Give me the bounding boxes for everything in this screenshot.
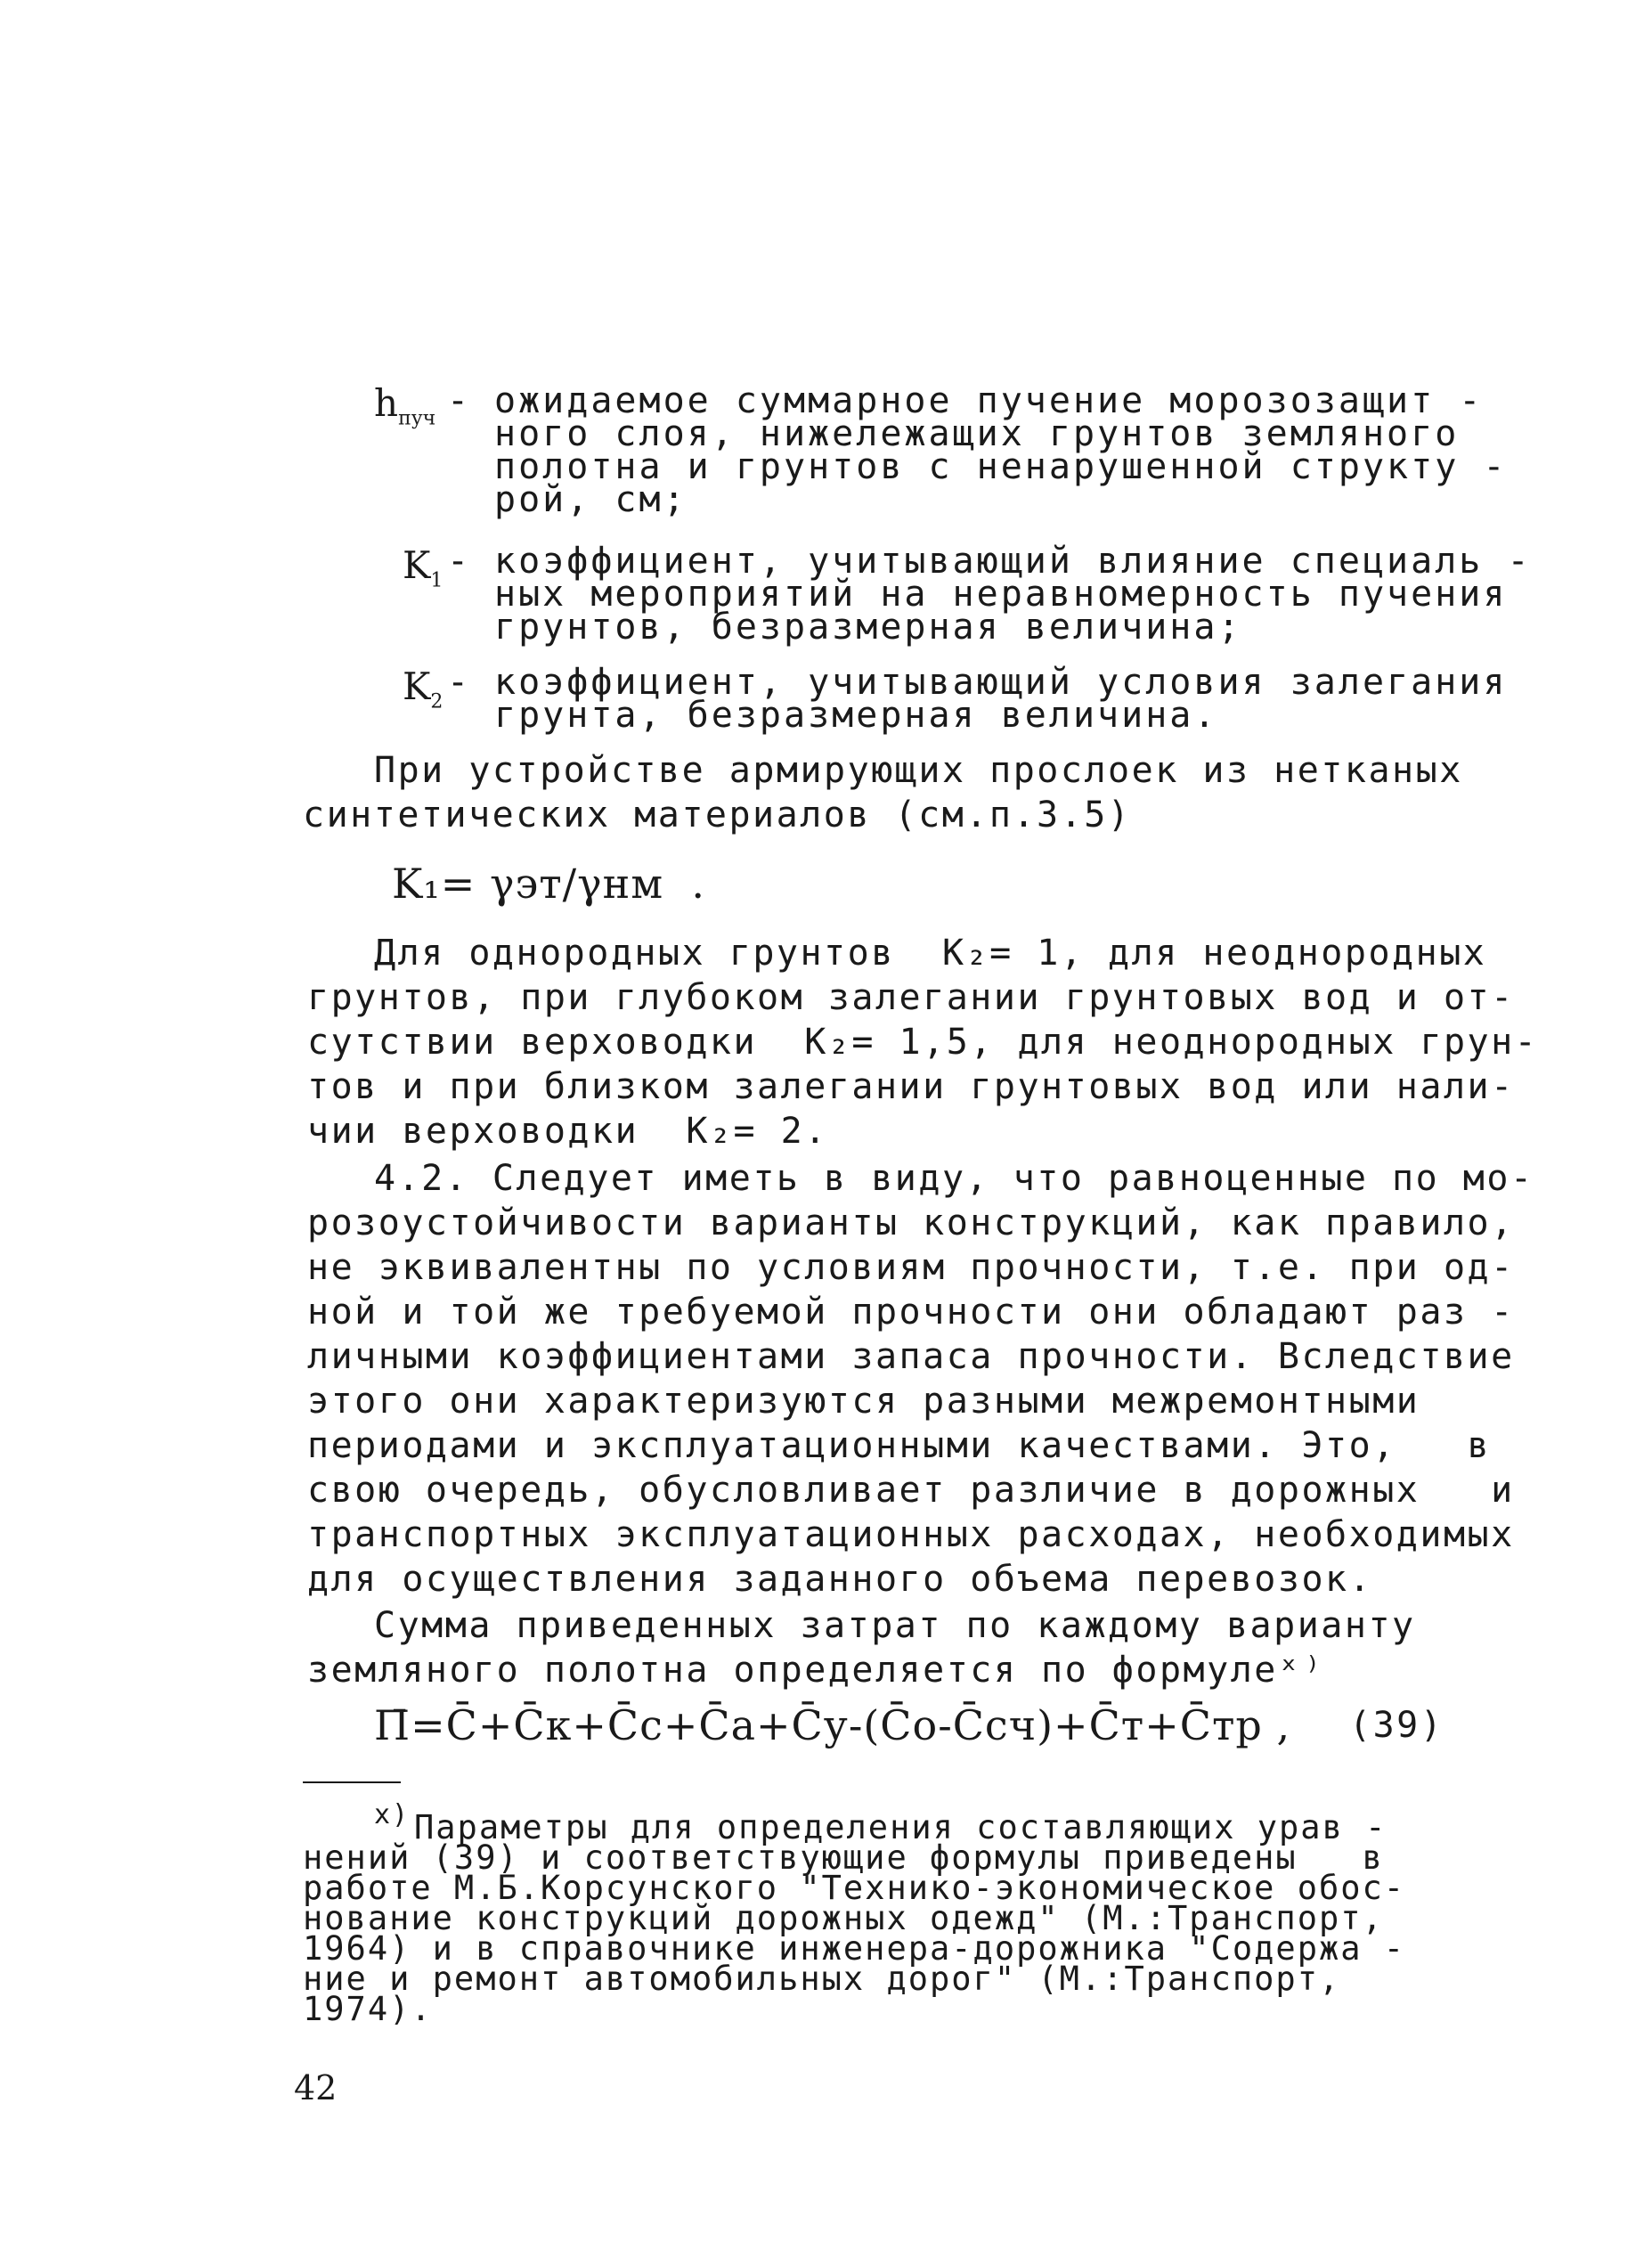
definition-line: коэффициент, учитывающий влияние специаль - xyxy=(494,541,1532,582)
paragraph-line: розоустойчивости варианты конструкций, как правило, xyxy=(307,1202,1515,1243)
paragraph-4-2 xyxy=(307,1156,1534,1602)
paragraph-line: земляного полотна определяется по формулеˣ⁾ xyxy=(307,1650,1326,1691)
footnote-marker: x) xyxy=(374,1799,411,1830)
paragraph-line: личными коэффициентами запаса прочности. Вследствие xyxy=(307,1336,1515,1377)
paragraph-line: При устройстве армирующих прослоек из нетканых xyxy=(374,750,1463,791)
paragraph-line: грунтов, при глубоком залегании грунтовых вод и от- xyxy=(307,977,1515,1018)
definition-line: ного слоя, нижележащих грунтов земляного xyxy=(494,413,1460,454)
paragraph-line: тов и при близком залегании грунтовых вод или нали- xyxy=(307,1066,1515,1107)
footnote-line: нений (39) и соответствующие формулы приведены в xyxy=(303,1838,1384,1877)
definition-line: ожидаемое суммарное пучение морозозащит - xyxy=(494,380,1484,421)
footnote-line: нование конструкций дорожных одежд" (М.:Транспорт, xyxy=(303,1899,1384,1937)
footnote-line: работе М.Б.Корсунского "Технико-экономическое обос- xyxy=(303,1869,1406,1907)
definition-line: грунтов, безразмерная величина; xyxy=(494,607,1242,648)
paragraph-line: не эквивалентны по условиям прочности, т.е. при од- xyxy=(307,1247,1515,1288)
footnote-separator xyxy=(303,1781,401,1783)
definition-line: ных мероприятий на неравномерность пучения xyxy=(494,574,1508,615)
paragraph-line: ной и той же требуемой прочности они обладают раз - xyxy=(307,1292,1515,1333)
definition-line: рой, см; xyxy=(494,479,688,520)
symbol-h-puch: $h_{пуч}$ xyxy=(374,381,436,430)
paragraph-line: этого они характеризуются разными межремонтными xyxy=(307,1381,1420,1422)
formula-39: П̄=C̄+C̄к+C̄с+C̄а+C̄у-(C̄о-C̄сч)+C̄т+C̄тр , xyxy=(374,1701,1291,1749)
paragraph-line: свою очередь, обусловливает различие в дорожных и xyxy=(307,1470,1515,1511)
paragraph-line: синтетических материалов (см.п.3.5) xyxy=(303,795,1132,835)
definition-dash: - xyxy=(447,380,472,421)
paragraph-line: транспортных эксплуатационных расходах, необходимых xyxy=(307,1514,1515,1555)
footnote-line: 1974). xyxy=(303,1990,433,2028)
paragraph-line: сутствии верховодки K₂= 1,5, для неоднородных грун- xyxy=(307,1022,1539,1063)
definition-line: коэффициент, учитывающий условия залегания xyxy=(494,662,1508,703)
paragraph-line: для осуществления заданного объема перевозок. xyxy=(307,1559,1373,1600)
footnote xyxy=(303,1799,1406,2028)
paragraph-line: 4.2. Следует иметь в виду, что равноценные по мо- xyxy=(374,1158,1534,1199)
paragraph-line: Сумма приведенных затрат по каждому варианту xyxy=(374,1605,1416,1646)
paragraph-line: чии верховодки K₂= 2. xyxy=(307,1111,828,1152)
formula-39-number: (39) xyxy=(1349,1705,1444,1746)
symbol-k1: $K_1$ xyxy=(403,543,444,592)
footnote-line: 1964) и в справочнике инженера-дорожника "Содержа - xyxy=(303,1929,1406,1968)
paragraph-synthetic-materials xyxy=(303,748,1463,837)
definition-line: грунта, безразмерная величина. xyxy=(494,695,1218,736)
paragraph-sum-costs xyxy=(307,1603,1416,1692)
definition-dash: - xyxy=(447,541,472,582)
page-number: 42 xyxy=(294,2068,338,2107)
footnote-line: ние и ремонт автомобильных дорог" (М.:Транспорт, xyxy=(303,1960,1341,1998)
paragraph-line: Для однородных грунтов K₂= 1, для неоднородных xyxy=(374,933,1487,974)
paragraph-k2-values xyxy=(307,931,1538,1153)
definition-dash: - xyxy=(447,662,472,703)
definition-line: полотна и грунтов с ненарушенной структу - xyxy=(494,446,1508,487)
paragraph-line: периодами и эксплуатационными качествами. Это, в xyxy=(307,1425,1492,1466)
symbol-k2: $K_2$ xyxy=(403,664,444,713)
k1-formula: K₁= γэт/γнм . xyxy=(392,860,705,908)
footnote-line: Параметры для определения составляющих урав - xyxy=(414,1808,1388,1846)
